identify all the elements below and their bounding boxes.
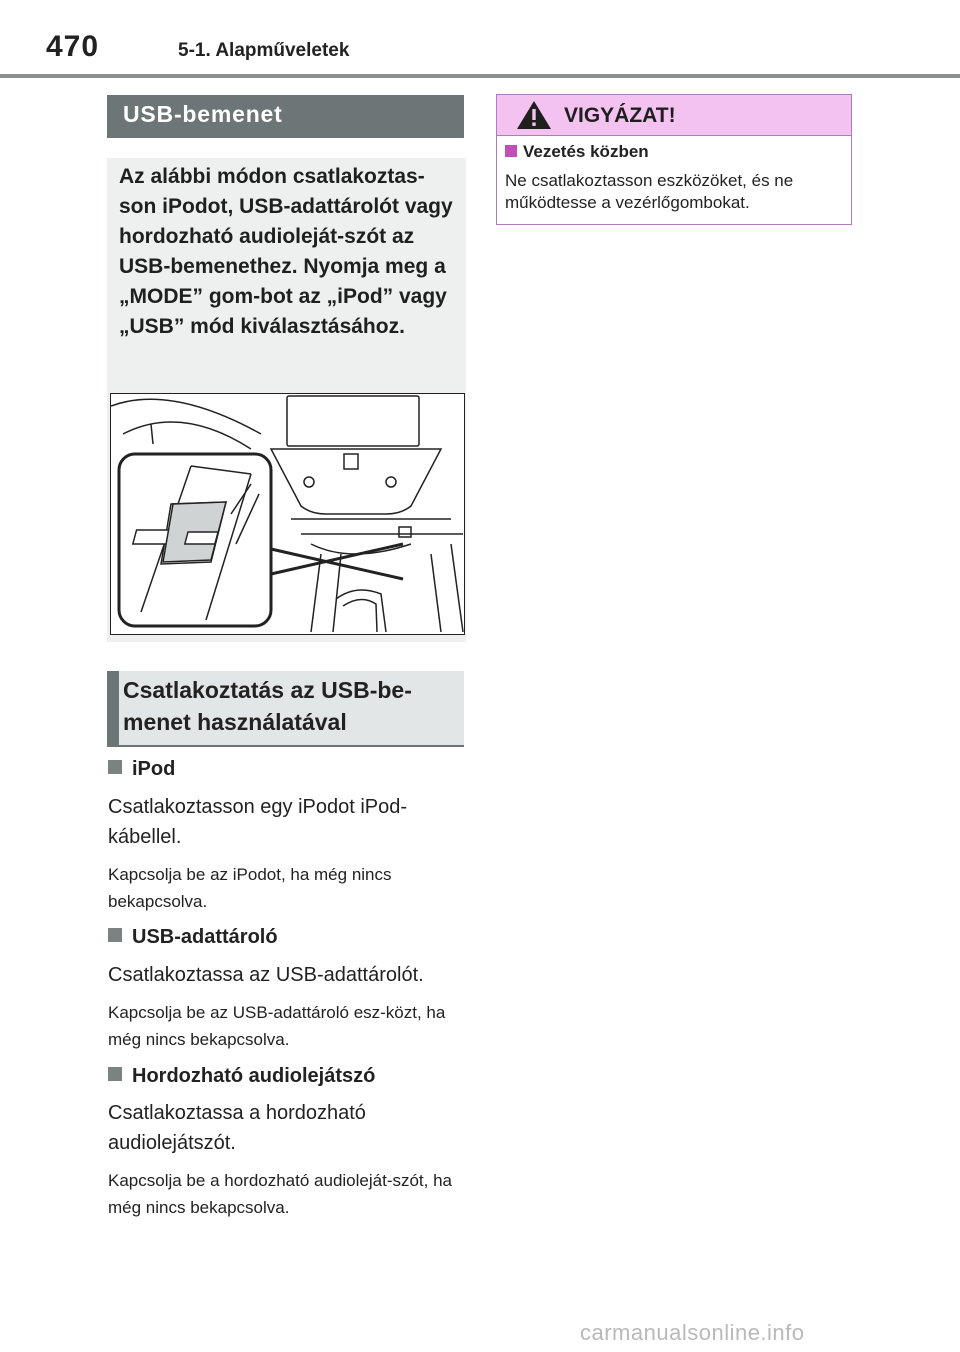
connection-section-title-bar <box>107 671 464 747</box>
item-note-portable-player: Kapcsolja be a hordozható audioleját-szót, ha még nincs bekapcsolva. <box>108 1171 453 1217</box>
page-header <box>0 0 960 80</box>
square-bullet-icon <box>108 928 122 942</box>
square-bullet-icon <box>108 1067 122 1081</box>
warning-subheading-text: Vezetés közben <box>523 142 649 161</box>
watermark: carmanualsonline.info <box>580 1320 805 1345</box>
item-body-portable-player: Csatlakoztassa a hordozható audiolejátszót. <box>108 1102 366 1154</box>
header-divider <box>0 74 960 78</box>
square-bullet-icon <box>505 145 517 157</box>
intro-box <box>107 158 466 642</box>
item-heading-text: Hordozható audiolejátszó <box>132 1065 376 1087</box>
intro-text: Az alábbi módon csatlakoztas-son iPodot, USB-adattárolót vagy hordozható audioleját-szót az USB-bemenethez. Nyomja meg a „MODE” gom-bot az „iPod” vagy „USB” mód kiválasztásához. <box>119 165 453 338</box>
square-bullet-icon <box>108 760 122 774</box>
dashboard-drawing <box>111 394 464 634</box>
item-heading-ipod <box>108 758 175 781</box>
warning-triangle-icon <box>516 100 552 130</box>
usb-section-title: USB-bemenet <box>123 101 283 127</box>
item-note-usb-storage: Kapcsolja be az USB-adattároló esz-közt, ha még nincs bekapcsolva. <box>108 1003 446 1049</box>
section-label: 5-1. Alapműveletek <box>178 40 350 61</box>
item-body-usb-storage: Csatlakoztassa az USB-adattárolót. <box>108 964 424 986</box>
item-body-ipod: Csatlakoztasson egy iPodot iPod-kábellel. <box>108 796 408 848</box>
item-heading-usb-storage <box>108 926 278 949</box>
item-note-ipod: Kapcsolja be az iPodot, ha még nincs bekapcsolva. <box>108 865 392 911</box>
item-heading-text: iPod <box>132 758 176 780</box>
page-number: 470 <box>46 30 100 63</box>
warning-box <box>496 94 852 225</box>
usb-port-illustration <box>110 393 465 635</box>
warning-header <box>497 95 851 136</box>
warning-text: Ne csatlakoztasson eszközöket, és ne működtesse a vezérlőgombokat. <box>505 171 794 212</box>
item-heading-portable-player <box>108 1065 375 1088</box>
usb-section-title-bar <box>107 95 464 138</box>
connection-section-title: Csatlakoztatás az USB-be-menet használatával <box>123 677 412 735</box>
warning-subheading <box>505 142 649 162</box>
warning-title: VIGYÁZAT! <box>564 104 676 127</box>
item-heading-text: USB-adattároló <box>132 926 278 948</box>
